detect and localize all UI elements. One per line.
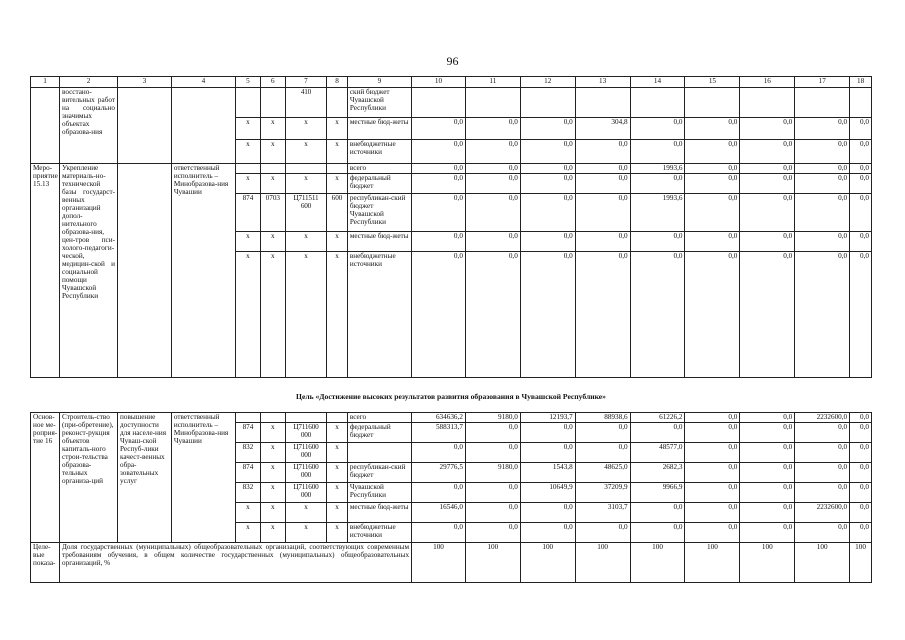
target-value: 100 — [685, 543, 740, 583]
value-cell: 0,0 — [412, 443, 466, 463]
value-cell: 0,0 — [412, 194, 466, 232]
funding-source: местные бюд-жеты — [347, 118, 411, 140]
column-header: 11 — [465, 77, 520, 88]
value-cell: 0,0 — [412, 523, 466, 543]
kbk-csr-cell: x — [285, 174, 326, 194]
kbk-gr-cell: x — [236, 523, 261, 543]
measure-title: Укрепление материаль-но-технической базы государст-венных организаций допол-нительного образова-ния, цен-тров пси-холого-педагоги-ческой, медицин-ской и социальной помощи Чувашской Республики — [60, 164, 118, 378]
value-cell: 1993,6 — [630, 194, 685, 232]
value-cell: 0,0 — [412, 252, 466, 378]
value-cell: 0,0 — [575, 252, 630, 378]
value-cell: 0,0 — [850, 118, 872, 140]
value-cell: 48625,0 — [575, 463, 630, 483]
value-cell: 0,0 — [740, 413, 795, 423]
value-cell: 0,0 — [465, 503, 520, 523]
column-header: 3 — [118, 77, 172, 88]
value-cell: 0,0 — [795, 252, 850, 378]
value-cell: 9180,0 — [465, 463, 520, 483]
value-cell: 0,0 — [850, 503, 872, 523]
kbk-vr-cell: 600 — [327, 194, 348, 232]
value-cell: 0,0 — [850, 463, 872, 483]
value-cell: 0,0 — [465, 118, 520, 140]
value-cell: 0,0 — [412, 140, 466, 164]
value-cell — [520, 88, 575, 118]
executor-cell — [171, 88, 235, 164]
value-cell: 0,0 — [520, 140, 575, 164]
kbk-gr-cell: x — [236, 503, 261, 523]
value-cell — [575, 88, 630, 118]
value-cell: 37209,9 — [575, 483, 630, 503]
kbk-rz-cell — [260, 88, 285, 118]
kbk-gr-cell: x — [236, 252, 261, 378]
top-block — [31, 88, 872, 164]
kbk-rz-cell — [260, 164, 285, 174]
value-cell: 0,0 — [412, 118, 466, 140]
value-cell: 0,0 — [850, 483, 872, 503]
value-cell: 0,0 — [685, 463, 740, 483]
value-cell: 0,0 — [575, 194, 630, 232]
kbk-csr-cell: Ц711600 000 — [285, 483, 326, 503]
value-cell: 0,0 — [795, 164, 850, 174]
value-cell: 0,0 — [520, 423, 575, 443]
value-cell: 0,0 — [850, 413, 872, 423]
kbk-gr-cell: x — [236, 140, 261, 164]
value-cell: 88938,6 — [575, 413, 630, 423]
value-cell: 0,0 — [740, 140, 795, 164]
value-cell: 0,0 — [850, 140, 872, 164]
budget-table-upper — [30, 76, 872, 378]
target-value: 100 — [465, 543, 520, 583]
target-value: 100 — [575, 543, 630, 583]
measure-title: восстано-вительных работ на социально значимых объектах образова-ния — [60, 88, 118, 164]
kbk-csr-cell: Ц711600 000 — [285, 423, 326, 443]
kbk-vr-cell: x — [327, 503, 348, 523]
funding-source: республикан-ский бюджет Чувашской Республики — [347, 194, 411, 232]
kbk-gr-cell — [236, 88, 261, 118]
kbk-rz-cell: x — [260, 118, 285, 140]
kbk-csr-cell — [285, 413, 326, 423]
value-cell: 0,0 — [850, 423, 872, 443]
value-cell — [412, 88, 466, 118]
kbk-vr-cell: x — [327, 523, 348, 543]
table-row — [31, 88, 872, 118]
value-cell: 0,0 — [795, 463, 850, 483]
main-measure-16-block — [31, 413, 872, 543]
funding-source: всего — [347, 413, 411, 423]
kbk-csr-cell: Ц711600 000 — [285, 463, 326, 483]
value-cell: 0,0 — [795, 140, 850, 164]
value-cell: 3103,7 — [575, 503, 630, 523]
value-cell: 0,0 — [412, 483, 466, 503]
funding-source — [347, 443, 411, 463]
column-header: 13 — [575, 77, 630, 88]
value-cell: 0,0 — [685, 523, 740, 543]
kbk-gr-cell: 874 — [236, 463, 261, 483]
value-cell: 0,0 — [850, 232, 872, 252]
value-cell: 0,0 — [795, 118, 850, 140]
value-cell: 588313,7 — [412, 423, 466, 443]
budget-table-lower — [30, 412, 872, 583]
value-cell: 12193,7 — [520, 413, 575, 423]
funding-source: внебюджетные источники — [347, 523, 411, 543]
kbk-rz-cell: x — [260, 483, 285, 503]
executor-cell: ответственный исполнитель – Минобразова-ния Чувашии — [171, 164, 235, 378]
kbk-rz-cell: x — [260, 503, 285, 523]
value-cell — [630, 88, 685, 118]
table-row — [31, 413, 872, 423]
kbk-vr-cell: x — [327, 443, 348, 463]
kbk-csr-cell: x — [285, 232, 326, 252]
value-cell: 0,0 — [575, 423, 630, 443]
value-cell: 0,0 — [850, 194, 872, 232]
kbk-vr-cell — [327, 164, 348, 174]
value-cell: 0,0 — [575, 443, 630, 463]
measure-15-13-block — [31, 164, 872, 378]
funding-source: внебюджетные источники — [347, 252, 411, 378]
value-cell: 0,0 — [795, 232, 850, 252]
target-value: 100 — [740, 543, 795, 583]
column-header: 18 — [850, 77, 872, 88]
kbk-gr-cell — [236, 164, 261, 174]
value-cell: 0,0 — [740, 164, 795, 174]
measure-number: Основ-ное ме-роприя-тие 16 — [31, 413, 60, 543]
value-cell: 0,0 — [685, 140, 740, 164]
value-cell: 48577,0 — [630, 443, 685, 463]
table-row — [31, 164, 872, 174]
value-cell: 0,0 — [520, 503, 575, 523]
kbk-vr-cell: x — [327, 174, 348, 194]
funding-source: федеральный бюджет — [347, 174, 411, 194]
kbk-gr-cell: x — [236, 118, 261, 140]
value-cell: 0,0 — [685, 423, 740, 443]
value-cell: 0,0 — [575, 164, 630, 174]
funding-source: федеральный бюджет — [347, 423, 411, 443]
kbk-gr-cell: 874 — [236, 423, 261, 443]
value-cell: 0,0 — [520, 252, 575, 378]
target-value: 100 — [795, 543, 850, 583]
value-cell: 2232600,0 — [795, 503, 850, 523]
column-header: 16 — [740, 77, 795, 88]
value-cell: 0,0 — [740, 194, 795, 232]
value-cell — [465, 88, 520, 118]
kbk-vr-cell: x — [327, 118, 348, 140]
measure-number: Меро-приятие 15.13 — [31, 164, 60, 378]
value-cell: 10649,9 — [520, 483, 575, 503]
value-cell: 61226,2 — [630, 413, 685, 423]
value-cell: 0,0 — [795, 483, 850, 503]
value-cell: 0,0 — [685, 413, 740, 423]
value-cell — [795, 88, 850, 118]
expected-result: повышение доступности для населе-ния Чуваш-ской Респуб-лики качест-венных обра-зовательных услуг — [118, 413, 172, 543]
value-cell: 0,0 — [685, 443, 740, 463]
kbk-csr-cell: x — [285, 252, 326, 378]
column-header: 12 — [520, 77, 575, 88]
funding-source: Чувашской Республики — [347, 483, 411, 503]
kbk-vr-cell: x — [327, 232, 348, 252]
result-cell — [118, 164, 172, 378]
value-cell: 0,0 — [520, 194, 575, 232]
value-cell: 0,0 — [520, 523, 575, 543]
kbk-gr-cell: x — [236, 174, 261, 194]
kbk-csr-cell — [285, 164, 326, 174]
value-cell: 16546,0 — [412, 503, 466, 523]
value-cell: 0,0 — [795, 523, 850, 543]
value-cell: 0,0 — [740, 252, 795, 378]
kbk-rz-cell: x — [260, 252, 285, 378]
value-cell: 0,0 — [575, 140, 630, 164]
kbk-gr-cell: 832 — [236, 483, 261, 503]
value-cell: 0,0 — [850, 252, 872, 378]
column-header: 10 — [412, 77, 466, 88]
value-cell: 0,0 — [630, 118, 685, 140]
page-number: 96 — [446, 54, 459, 68]
value-cell: 0,0 — [795, 194, 850, 232]
value-cell: 0,0 — [685, 252, 740, 378]
measure-title: Строитель-ство (при-обретение), реконст-рукция объектов капиталь-ного строи-тельства образова-тельных организа-ций — [60, 413, 118, 543]
target-indicator-row — [31, 543, 872, 583]
value-cell: 0,0 — [412, 164, 466, 174]
value-cell: 0,0 — [740, 423, 795, 443]
target-value: 100 — [630, 543, 685, 583]
value-cell: 0,0 — [465, 252, 520, 378]
target-value: 100 — [850, 543, 872, 583]
value-cell: 0,0 — [520, 174, 575, 194]
value-cell: 0,0 — [520, 443, 575, 463]
measure-cell — [31, 88, 60, 164]
value-cell: 0,0 — [465, 232, 520, 252]
column-header: 4 — [171, 77, 235, 88]
kbk-gr-cell: x — [236, 232, 261, 252]
value-cell: 0,0 — [412, 174, 466, 194]
kbk-csr-cell: x — [285, 140, 326, 164]
value-cell: 0,0 — [630, 523, 685, 543]
value-cell: 0,0 — [520, 118, 575, 140]
value-cell: 2682,3 — [630, 463, 685, 483]
result-cell — [118, 88, 172, 164]
value-cell: 0,0 — [465, 194, 520, 232]
column-header: 1 — [31, 77, 60, 88]
value-cell: 0,0 — [685, 164, 740, 174]
value-cell: 0,0 — [685, 118, 740, 140]
value-cell: 9180,0 — [465, 413, 520, 423]
value-cell: 0,0 — [740, 118, 795, 140]
column-header: 2 — [60, 77, 118, 88]
value-cell: 0,0 — [740, 523, 795, 543]
funding-source: местные бюд-жеты — [347, 232, 411, 252]
target-label: Целе-вые показа- — [31, 543, 60, 583]
kbk-rz-cell: x — [260, 523, 285, 543]
kbk-gr-cell — [236, 413, 261, 423]
value-cell: 0,0 — [520, 164, 575, 174]
value-cell: 9966,9 — [630, 483, 685, 503]
value-cell: 1993,6 — [630, 164, 685, 174]
funding-source: всего — [347, 164, 411, 174]
kbk-vr-cell: x — [327, 463, 348, 483]
column-number-row — [31, 77, 872, 88]
value-cell: 0,0 — [685, 232, 740, 252]
funding-source: внебюджетные источники — [347, 140, 411, 164]
column-header: 14 — [630, 77, 685, 88]
value-cell: 0,0 — [740, 463, 795, 483]
value-cell: 0,0 — [795, 174, 850, 194]
value-cell: 0,0 — [685, 174, 740, 194]
column-header: 5 — [236, 77, 261, 88]
target-text: Доля государственных (муниципальных) общеобразовательных организаций, соответствующих современным требованиям обучения, в общем количестве государственных (муниципальных) общеобразовательных организаций, % — [60, 543, 412, 583]
value-cell: 0,0 — [575, 174, 630, 194]
kbk-csr-cell: Ц711511 600 — [285, 194, 326, 232]
value-cell: 0,0 — [465, 164, 520, 174]
value-cell — [850, 88, 872, 118]
value-cell: 0,0 — [795, 443, 850, 463]
funding-source: ский бюджет Чувашской Республики — [347, 88, 411, 118]
value-cell: 0,0 — [850, 523, 872, 543]
value-cell: 0,0 — [795, 423, 850, 443]
value-cell: 0,0 — [740, 443, 795, 463]
kbk-csr-cell: x — [285, 503, 326, 523]
goal-heading: Цель «Достижение высоких результатов развития образования в Чувашской Республике» — [296, 392, 606, 401]
kbk-rz-cell: x — [260, 140, 285, 164]
kbk-rz-cell: x — [260, 174, 285, 194]
funding-source: местные бюд-жеты — [347, 503, 411, 523]
value-cell — [740, 88, 795, 118]
column-header: 7 — [285, 77, 326, 88]
kbk-rz-cell: 0703 — [260, 194, 285, 232]
kbk-csr-cell: Ц711600 000 — [285, 443, 326, 463]
kbk-rz-cell: x — [260, 232, 285, 252]
value-cell: 0,0 — [465, 523, 520, 543]
value-cell: 0,0 — [740, 174, 795, 194]
kbk-vr-cell: x — [327, 252, 348, 378]
kbk-gr-cell: 874 — [236, 194, 261, 232]
value-cell: 0,0 — [685, 483, 740, 503]
value-cell: 0,0 — [630, 503, 685, 523]
value-cell: 304,8 — [575, 118, 630, 140]
value-cell: 0,0 — [520, 232, 575, 252]
value-cell: 1543,8 — [520, 463, 575, 483]
kbk-csr-cell: x — [285, 118, 326, 140]
value-cell: 0,0 — [465, 174, 520, 194]
value-cell: 0,0 — [465, 443, 520, 463]
kbk-csr-cell: 410 — [285, 88, 326, 118]
target-value: 100 — [412, 543, 466, 583]
value-cell: 2232600,0 — [795, 413, 850, 423]
value-cell: 634636,2 — [412, 413, 466, 423]
executor-cell: ответственный исполнитель – Минобразова-ния Чувашии — [171, 413, 235, 543]
kbk-vr-cell: x — [327, 423, 348, 443]
value-cell: 0,0 — [850, 174, 872, 194]
column-header: 15 — [685, 77, 740, 88]
kbk-csr-cell: x — [285, 523, 326, 543]
target-value: 100 — [520, 543, 575, 583]
value-cell: 0,0 — [465, 423, 520, 443]
value-cell: 0,0 — [685, 503, 740, 523]
kbk-rz-cell: x — [260, 463, 285, 483]
value-cell: 0,0 — [740, 503, 795, 523]
value-cell: 0,0 — [685, 194, 740, 232]
kbk-vr-cell — [327, 413, 348, 423]
value-cell: 0,0 — [630, 252, 685, 378]
value-cell: 0,0 — [850, 164, 872, 174]
value-cell: 0,0 — [630, 140, 685, 164]
value-cell: 0,0 — [850, 443, 872, 463]
kbk-gr-cell: 832 — [236, 443, 261, 463]
column-header: 6 — [260, 77, 285, 88]
value-cell: 0,0 — [630, 174, 685, 194]
kbk-vr-cell: x — [327, 483, 348, 503]
value-cell: 0,0 — [465, 140, 520, 164]
value-cell: 0,0 — [740, 232, 795, 252]
value-cell: 0,0 — [465, 483, 520, 503]
value-cell: 0,0 — [740, 483, 795, 503]
value-cell: 0,0 — [630, 423, 685, 443]
value-cell: 0,0 — [575, 232, 630, 252]
value-cell: 0,0 — [575, 523, 630, 543]
value-cell — [685, 88, 740, 118]
value-cell: 0,0 — [412, 232, 466, 252]
value-cell: 0,0 — [630, 232, 685, 252]
funding-source: республикан-ский бюджет — [347, 463, 411, 483]
kbk-vr-cell — [327, 88, 348, 118]
value-cell: 29776,5 — [412, 463, 466, 483]
kbk-rz-cell: x — [260, 423, 285, 443]
kbk-rz-cell: x — [260, 443, 285, 463]
column-header: 9 — [347, 77, 411, 88]
kbk-rz-cell — [260, 413, 285, 423]
column-header: 8 — [327, 77, 348, 88]
kbk-vr-cell: x — [327, 140, 348, 164]
column-header: 17 — [795, 77, 850, 88]
